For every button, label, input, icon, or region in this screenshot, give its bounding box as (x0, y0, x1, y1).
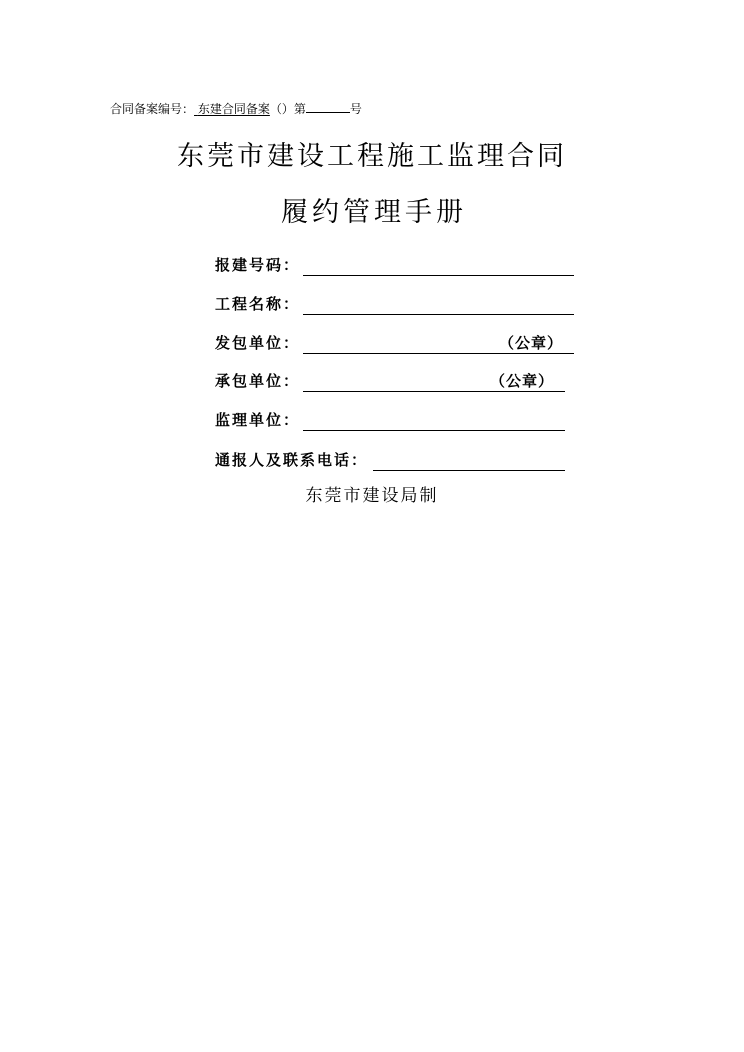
fill-in-line (303, 275, 574, 276)
field-contractor (215, 369, 575, 393)
field-employer (215, 331, 575, 355)
field-construction-report-number (215, 253, 575, 277)
field-label: 监理单位： (215, 411, 301, 429)
document-title-line1: 东莞市建设工程施工监理合同 (177, 141, 567, 172)
field-label: 通报人及联系电话： (215, 451, 369, 469)
fill-in-line (373, 470, 565, 471)
field-label: 工程名称： (215, 295, 301, 313)
fill-in-line (303, 314, 574, 315)
field-project-name (215, 292, 575, 316)
document-title-line2: 履约管理手册 (281, 197, 467, 228)
issuer-footer: 东莞市建设局制 (305, 486, 439, 506)
official-seal-note: （公章） (490, 372, 555, 390)
record-number-label: 合同备案编号： (110, 102, 195, 116)
field-reporter-contact (215, 448, 575, 472)
official-seal-note: （公章） (499, 334, 564, 352)
record-number-suffix: 号 (349, 102, 362, 116)
fill-in-line (303, 430, 565, 431)
record-number-paren: （）第 (269, 102, 306, 116)
contract-record-number (110, 99, 362, 118)
field-supervisor (215, 408, 575, 432)
field-label: 报建号码： (215, 256, 301, 274)
record-number-blank (306, 99, 350, 113)
record-number-value: 东建合同备案 (197, 102, 270, 116)
field-label: 承包单位： (215, 372, 301, 390)
field-label: 发包单位： (215, 334, 301, 352)
